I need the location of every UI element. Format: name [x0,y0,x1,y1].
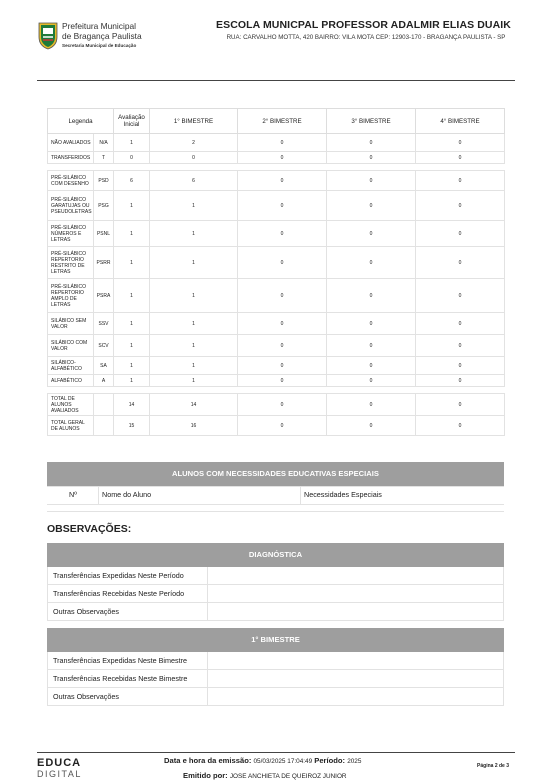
table-row [48,247,505,279]
legend-code [94,394,114,416]
legend-value: 0 [416,279,505,313]
legend-value: 1 [150,375,238,387]
obs-label: Transferências Recebidas Neste Período [48,585,208,603]
legend-label: NÃO AVALIADOS [48,134,94,152]
legend-label: PRÉ-SILÁBICO NÚMEROS E LETRAS [48,221,94,247]
educa-digital-logo-top: EDUCA [37,757,82,769]
legend-code: T [94,152,114,164]
nee-col-needs: Necessidades Especiais [304,490,382,499]
legend-value: 0 [327,152,416,164]
legend-value: 1 [114,279,150,313]
header-bimestre-2: 2° BIMESTRE [238,109,327,134]
legend-value: 0 [416,152,505,164]
nee-divider [300,486,301,504]
nee-col-name: Nome do Aluno [102,490,152,499]
school-name: ESCOLA MUNICPAL PROFESSOR ADALMIR ELIAS DUAIK [215,19,511,31]
legend-value: 1 [150,279,238,313]
bimestre-1-section-bar: 1° BIMESTRE [47,628,504,652]
legend-value: 6 [114,171,150,191]
legend-value: 0 [327,416,416,436]
legend-value: 0 [238,191,327,221]
legend-value: 1 [114,313,150,335]
legend-value: 0 [327,279,416,313]
legend-value: 1 [150,191,238,221]
legend-code: A [94,375,114,387]
legend-value: 0 [416,221,505,247]
table-row [48,670,504,688]
legend-code: PSRA [94,279,114,313]
obs-label: Transferências Recebidas Neste Bimestre [48,670,208,688]
obs-value [208,688,504,706]
nee-divider [47,486,504,487]
nee-section-bar: ALUNOS COM NECESSIDADES EDUCATIVAS ESPECIAIS [47,462,504,486]
legend-value: 1 [114,134,150,152]
table-row [48,313,505,335]
legend-value: 0 [238,247,327,279]
table-row [48,279,505,313]
legend-value: 1 [150,221,238,247]
table-row [48,357,505,375]
legend-value: 0 [238,134,327,152]
observations-title: OBSERVAÇÕES: [47,523,132,535]
legend-value: 0 [238,394,327,416]
legend-value: 0 [327,357,416,375]
legend-code: PSD [94,171,114,191]
legend-value: 0 [327,134,416,152]
emission-info [164,756,361,765]
legend-value: 0 [327,313,416,335]
legend-label: SILÁBICO-ALFABÉTICO [48,357,94,375]
legend-value: 0 [327,191,416,221]
legend-value: 1 [114,335,150,357]
legend-label: TOTAL GERAL DE ALUNOS [48,416,94,436]
table-row [48,416,505,436]
table-row [48,152,505,164]
legend-value: 1 [114,247,150,279]
legend-value: 0 [327,375,416,387]
footer-divider [37,752,515,753]
issued-label: Emitido por: [183,771,228,780]
issued-value: JOSE ANCHIETA DE QUEIROZ JUNIOR [229,773,347,780]
crest-icon [37,20,59,50]
legend-value: 0 [238,416,327,436]
legend-value: 1 [150,335,238,357]
legend-value: 0 [327,335,416,357]
header-bimestre-4: 4° BIMESTRE [416,109,505,134]
legend-value: 0 [416,171,505,191]
legend-value: 2 [150,134,238,152]
header-avaliacao-inicial: Avaliação Inicial [114,109,150,134]
spacer-cell [48,387,505,394]
legend-code [94,416,114,436]
legend-value: 0 [416,416,505,436]
legend-value: 0 [238,152,327,164]
table-row [48,394,505,416]
legend-value: 0 [327,221,416,247]
legend-value: 1 [114,357,150,375]
legend-value: 0 [114,152,150,164]
legend-value: 0 [327,171,416,191]
school-address: RUA: CARVALHO MOTTA, 420 BAIRRO: VILA MOTA CEP: 12903-170 - BRAGANÇA PAULISTA - SP [226,34,506,41]
diagnostica-table [47,567,504,621]
nee-table-header [47,486,504,504]
obs-label: Outras Observações [48,688,208,706]
period-value: 2025 [347,758,362,765]
legend-code: N/A [94,134,114,152]
legend-value: 0 [238,171,327,191]
nee-empty-row [47,511,504,512]
legend-label: TOTAL DE ALUNOS AVALIADOS [48,394,94,416]
legend-value: 0 [416,394,505,416]
legend-label: PRÉ-SILÁBICO REPERTORIO RESTRITO DE LETRAS [48,247,94,279]
legend-table-header [48,109,505,134]
legend-code: SSV [94,313,114,335]
legend-value: 0 [416,313,505,335]
legend-value: 16 [150,416,238,436]
legend-code: SA [94,357,114,375]
table-row [48,134,505,152]
legend-value: 0 [416,247,505,279]
logo-line-2: de Bragança Paulista [62,31,142,41]
emission-value: 05/03/2025 17:04:49 [253,758,313,765]
table-row [48,171,505,191]
legend-code: PSRR [94,247,114,279]
table-row [48,652,504,670]
nee-divider [98,486,99,504]
group-spacer [48,387,505,394]
diagnostica-section-bar: DIAGNÓSTICA [47,543,504,567]
legend-label: PRÉ-SILÁBICO GARATUJAS OU PSEUDOLETRAS [48,191,94,221]
legend-value: 0 [416,191,505,221]
table-row [48,688,504,706]
legend-code: PSG [94,191,114,221]
legend-value: 0 [416,357,505,375]
legend-value: 1 [114,221,150,247]
legend-value: 14 [114,394,150,416]
header-legenda: Legenda [48,109,114,134]
legend-value: 0 [238,335,327,357]
header-divider [37,80,515,81]
legend-label: PRÉ-SILÁBICO COM DESENHO [48,171,94,191]
table-row [48,335,505,357]
nee-col-number: Nº [69,490,77,499]
legend-value: 0 [238,279,327,313]
legend-table [47,108,505,436]
legend-value: 0 [327,247,416,279]
logo-line-1: Prefeitura Municipal [62,21,137,31]
legend-value: 14 [150,394,238,416]
table-row [48,191,505,221]
legend-label: SILÁBICO COM VALOR [48,335,94,357]
obs-value [208,652,504,670]
legend-code: PSNL [94,221,114,247]
header-bimestre-3: 3° BIMESTRE [327,109,416,134]
legend-value: 0 [238,313,327,335]
municipality-logo [37,20,152,54]
legend-value: 6 [150,171,238,191]
legend-value: 1 [114,191,150,221]
table-row [48,603,504,621]
obs-value [208,567,504,585]
legend-value: 1 [150,357,238,375]
legend-value: 15 [114,416,150,436]
legend-label: TRANSFERIDOS [48,152,94,164]
spacer-cell [48,164,505,171]
legend-value: 0 [416,335,505,357]
legend-label: ALFABÉTICO [48,375,94,387]
legend-code: SCV [94,335,114,357]
legend-value: 1 [114,375,150,387]
legend-value: 0 [238,221,327,247]
table-row [48,221,505,247]
logo-line-3: Secretaria Municipal de Educação [62,43,137,48]
legend-label: PRÉ-SILÁBICO REPERTORIO AMPLO DE LETRAS [48,279,94,313]
issuer-info [183,771,347,780]
page-number: Página 2 de 3 [477,763,509,769]
group-spacer [48,164,505,171]
obs-value [208,670,504,688]
legend-value: 0 [416,375,505,387]
educa-digital-logo-bottom: DIGITAL [37,769,82,779]
bimestre-1-table [47,652,504,706]
table-row [48,585,504,603]
legend-value: 0 [327,394,416,416]
report-header [0,0,551,82]
obs-value [208,603,504,621]
legend-value: 0 [238,357,327,375]
legend-value: 0 [416,134,505,152]
table-row [48,375,505,387]
legend-value: 0 [238,375,327,387]
emission-label: Data e hora da emissão: [164,756,252,765]
period-label: Período: [314,756,346,765]
legend-value: 0 [150,152,238,164]
table-row [48,567,504,585]
header-bimestre-1: 1° BIMESTRE [150,109,238,134]
legend-value: 1 [150,313,238,335]
obs-label: Transferências Expedidas Neste Período [48,567,208,585]
legend-value: 1 [150,247,238,279]
nee-divider [47,504,504,505]
obs-value [208,585,504,603]
legend-label: SILÁBICO SEM VALOR [48,313,94,335]
obs-label: Transferências Expedidas Neste Bimestre [48,652,208,670]
obs-label: Outras Observações [48,603,208,621]
